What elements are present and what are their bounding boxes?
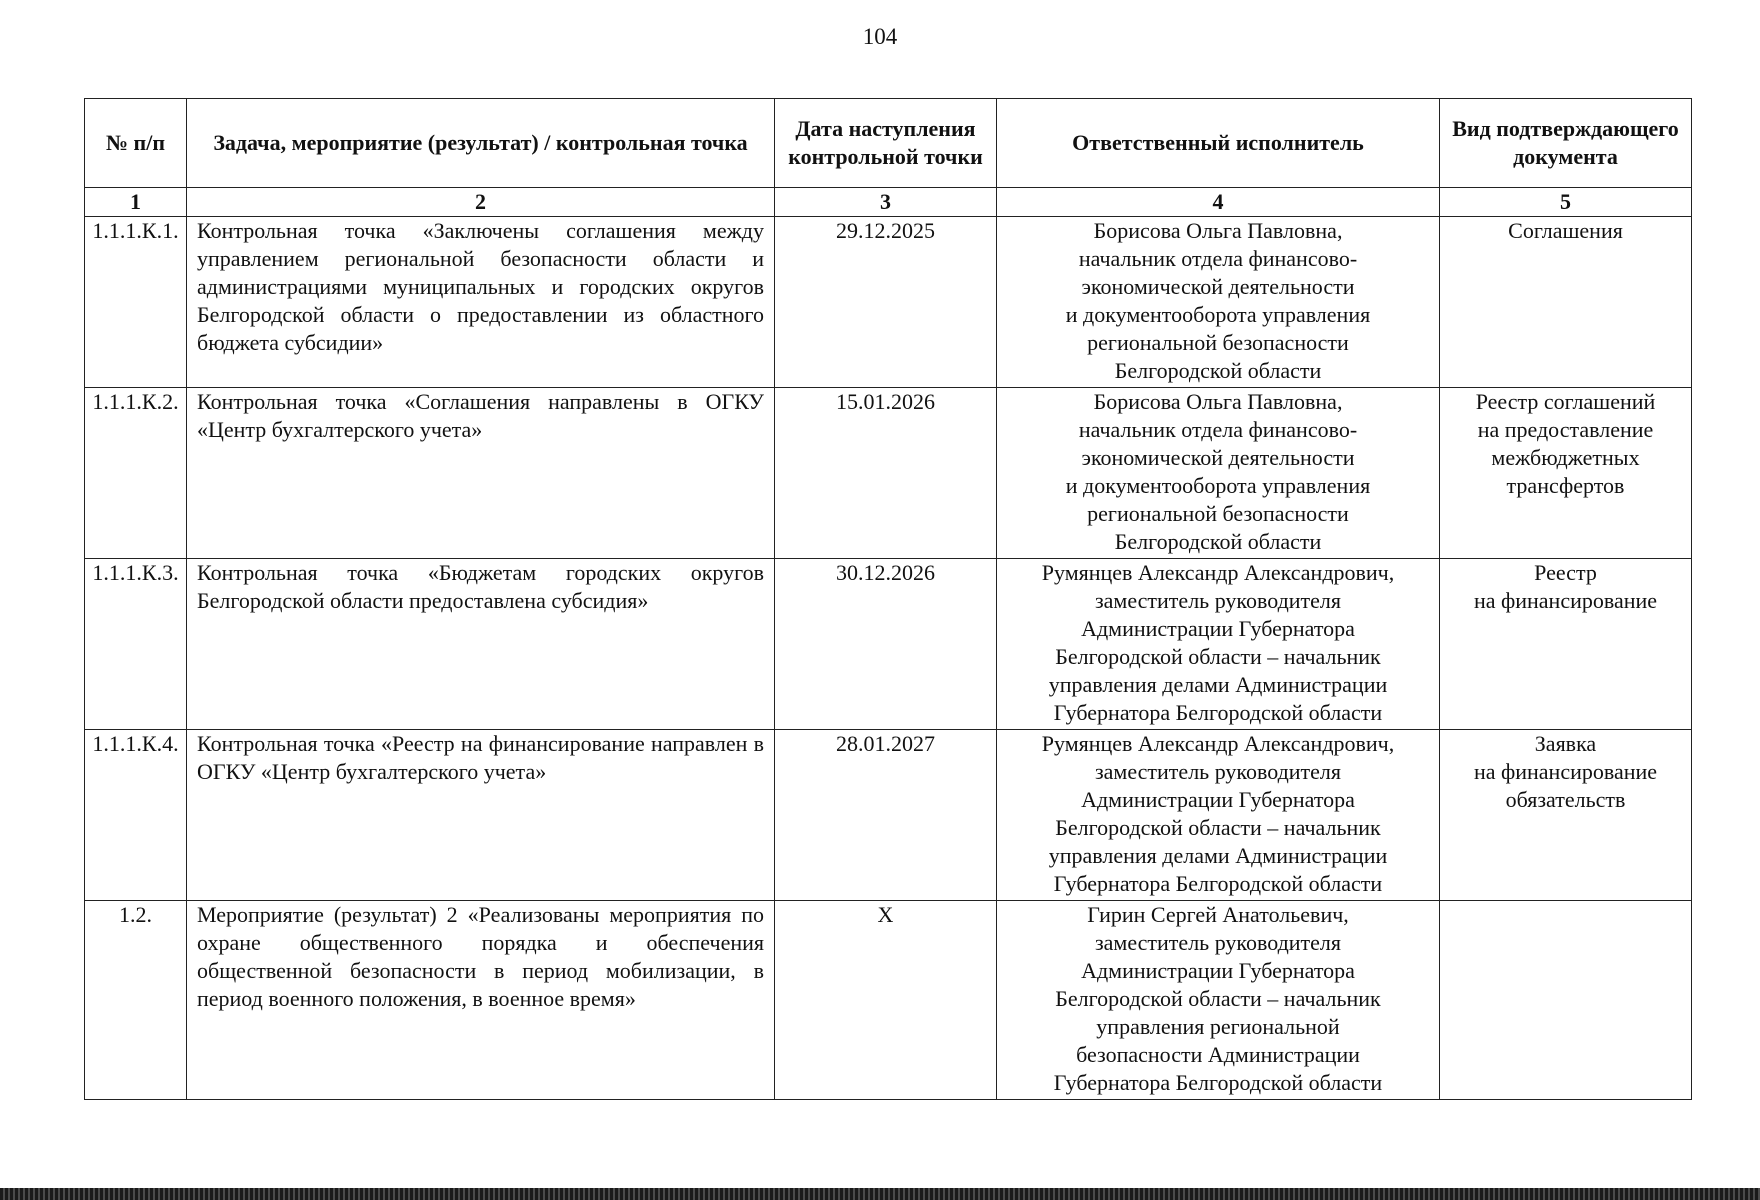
row-number: 1.2. (85, 901, 187, 1100)
control-points-table (84, 98, 1692, 1100)
row-executor: Румянцев Александр Александрович, заместитель руководителя Администрации Губернатора Белгородской области – начальник управления делами Администрации Губернатора Белгородской области (997, 730, 1440, 901)
row-document (1440, 901, 1692, 1100)
header-document: Вид подтверждающего документа (1440, 99, 1692, 188)
table-row (85, 559, 1692, 730)
column-number: 3 (775, 188, 997, 217)
row-date: 30.12.2026 (775, 559, 997, 730)
row-document: Заявка на финансирование обязательств (1440, 730, 1692, 901)
table-row (85, 217, 1692, 388)
row-document: Реестр на финансирование (1440, 559, 1692, 730)
row-executor: Борисова Ольга Павловна, начальник отдела финансово- экономической деятельности и документооборота управления региональной безопасности Белгородской области (997, 388, 1440, 559)
row-date: Х (775, 901, 997, 1100)
row-number: 1.1.1.К.2. (85, 388, 187, 559)
row-number: 1.1.1.К.1. (85, 217, 187, 388)
page-number: 104 (862, 24, 898, 49)
column-number: 2 (187, 188, 775, 217)
row-executor: Борисова Ольга Павловна, начальник отдела финансово- экономической деятельности и документооборота управления региональной безопасности Белгородской области (997, 217, 1440, 388)
header-num: № п/п (85, 99, 187, 188)
table-row (85, 901, 1692, 1100)
table-row (85, 730, 1692, 901)
column-number: 1 (85, 188, 187, 217)
row-document: Соглашения (1440, 217, 1692, 388)
row-task: Контрольная точка «Бюджетам городских округов Белгородской области предоставлена субсидия» (187, 559, 775, 730)
row-date: 15.01.2026 (775, 388, 997, 559)
row-date: 29.12.2025 (775, 217, 997, 388)
header-date: Дата наступления контрольной точки (775, 99, 997, 188)
column-number: 5 (1440, 188, 1692, 217)
row-document: Реестр соглашений на предоставление межбюджетных трансфертов (1440, 388, 1692, 559)
header-executor: Ответственный исполнитель (997, 99, 1440, 188)
scan-edge-band (0, 1188, 1760, 1200)
row-date: 28.01.2027 (775, 730, 997, 901)
row-task: Мероприятие (результат) 2 «Реализованы мероприятия по охране общественного порядка и обеспечения общественной безопасности в период мобилизации, в период военного положения, в военное время» (187, 901, 775, 1100)
table-row (85, 388, 1692, 559)
row-task: Контрольная точка «Заключены соглашения между управлением региональной безопасности области и администрациями муниципальных и городских округов Белгородской области о предоставлении из областного бюджета субсидии» (187, 217, 775, 388)
column-number-row (85, 188, 1692, 217)
row-number: 1.1.1.К.3. (85, 559, 187, 730)
header-task: Задача, мероприятие (результат) / контрольная точка (187, 99, 775, 188)
row-task: Контрольная точка «Реестр на финансирование направлен в ОГКУ «Центр бухгалтерского учета» (187, 730, 775, 901)
row-executor: Гирин Сергей Анатольевич, заместитель руководителя Администрации Губернатора Белгородской области – начальник управления региональной безопасности Администрации Губернатора Белгородской области (997, 901, 1440, 1100)
table-header-row (85, 99, 1692, 188)
column-number: 4 (997, 188, 1440, 217)
row-executor: Румянцев Александр Александрович, заместитель руководителя Администрации Губернатора Белгородской области – начальник управления делами Администрации Губернатора Белгородской области (997, 559, 1440, 730)
row-number: 1.1.1.К.4. (85, 730, 187, 901)
row-task: Контрольная точка «Соглашения направлены в ОГКУ «Центр бухгалтерского учета» (187, 388, 775, 559)
